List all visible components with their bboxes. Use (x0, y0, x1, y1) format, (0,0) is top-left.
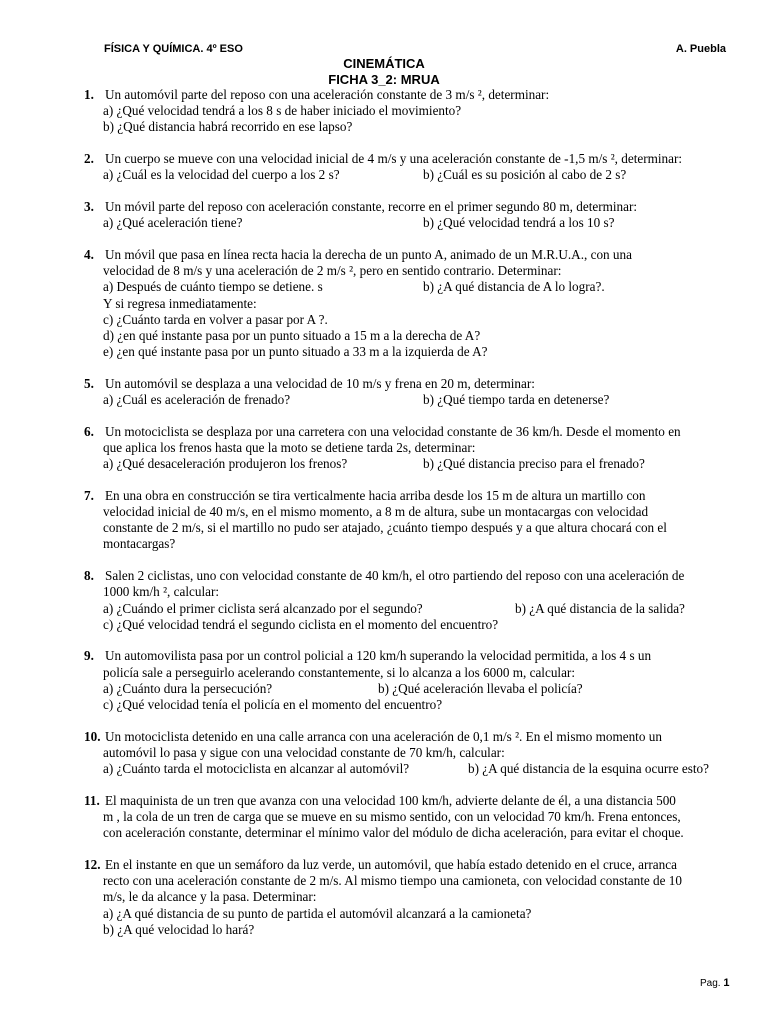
exercise-3 (84, 199, 734, 231)
question-a: a) ¿Cuánto dura la persecución? (103, 680, 273, 696)
exercise-6 (84, 424, 734, 473)
exercise-statement-cont: automóvil lo pasa y sigue con una velocidad constante de 70 km/h, calcular: (103, 745, 505, 760)
question-a: a) ¿A qué distancia de su punto de partida el automóvil alcanzará a la camioneta? (103, 905, 532, 921)
exercise-statement: Un automóvil se desplaza a una velocidad de 10 m/s y frena en 20 m, determinar: (105, 375, 535, 391)
question-b: b) ¿A qué distancia de A lo logra?. (423, 279, 605, 295)
exercise-statement-cont: m/s, le da alcance y la pasa. Determinar: (103, 889, 317, 905)
statement-extra: Y si regresa inmediatamente: (103, 295, 257, 311)
exercise-number: 2. (84, 151, 94, 167)
exercise-statement-cont: montacargas? (103, 536, 176, 552)
exercise-statement: Salen 2 ciclistas, uno con velocidad constante de 40 km/h, el otro partiendo del reposo con una aceleración de (105, 568, 685, 584)
question-c: c) ¿Qué velocidad tendrá el segundo ciclista en el momento del encuentro? (103, 616, 499, 632)
question-a: a) ¿Cuánto tarda el motociclista en alcanzar al automóvil? (103, 761, 410, 777)
question-b: b) ¿Qué distancia preciso para el frenado? (423, 456, 645, 472)
exercise-number: 1. (84, 87, 94, 102)
exercise-4 (84, 247, 734, 360)
exercise-number: 12. (84, 857, 101, 873)
exercise-statement-cont: policía sale a perseguirlo acelerando constantemente, si lo alcanza a los 6000 m, calcular: (103, 664, 575, 680)
exercise-11 (84, 793, 734, 842)
exercise-9 (84, 648, 734, 713)
exercise-statement: Un automóvil parte del reposo con una aceleración constante de 3 m/s ², determinar: (105, 87, 550, 102)
exercise-statement: En una obra en construcción se tira verticalmente hacia arriba desde los 15 m de altura un martillo con (105, 487, 646, 503)
exercise-number: 5. (84, 375, 94, 391)
exercise-number: 7. (84, 487, 94, 503)
question-e: e) ¿en qué instante pasa por un punto situado a 33 m a la izquierda de A? (103, 344, 488, 360)
subject-label: FÍSICA Y QUÍMICA. 4º ESO (104, 43, 243, 55)
question-a: a) ¿Qué aceleración tiene? (103, 215, 243, 231)
exercise-statement-cont: m , la cola de un tren de carga que se mueve en su mismo sentido, con un velocidad 70 km/h. Frena entonces, (103, 809, 681, 825)
exercise-statement: Un automovilista pasa por un control policial a 120 km/h superando la velocidad permitida, a los 4 s un (105, 648, 652, 664)
exercise-2 (84, 151, 734, 183)
exercise-statement: Un motociclista se desplaza por una carretera con una velocidad constante de 36 km/h. Desde el momento en (105, 423, 681, 439)
question-a: a) ¿Cuál es aceleración de frenado? (103, 392, 291, 408)
page-number: 1 (723, 977, 730, 989)
exercise-statement: Un cuerpo se mueve con una velocidad inicial de 4 m/s y una aceleración constante de -1,5 m/s ², determinar: (105, 151, 683, 167)
exercise-statement-cont: constante de 2 m/s, si el martillo no pudo ser atajado, ¿cuánto tiempo después y a que altura chocará con el (103, 520, 667, 536)
exercise-10 (84, 729, 734, 778)
exercise-statement-cont: que aplica los frenos hasta que la moto se detiene tarda 2s, determinar: (103, 439, 476, 455)
exercise-5 (84, 376, 734, 408)
question-a: a) ¿Cuándo el primer ciclista será alcanzado por el segundo? (103, 600, 423, 616)
question-b: b) ¿Qué distancia habrá recorrido en ese lapso? (103, 119, 353, 135)
question-a: a) Después de cuánto tiempo se detiene. s (103, 279, 323, 295)
question-b: b) ¿Qué tiempo tarda en detenerse? (423, 392, 610, 408)
exercise-number: 10. (84, 728, 101, 744)
exercise-number: 4. (84, 246, 94, 262)
exercise-list (84, 87, 734, 954)
question-b: b) ¿A qué velocidad lo hará? (103, 921, 255, 937)
exercise-number: 11. (84, 792, 100, 808)
exercise-statement-cont: velocidad inicial de 40 m/s, en el mismo momento, a 8 m de altura, sube un montacargas con velocidad (103, 504, 649, 520)
question-a: a) ¿Cuál es la velocidad del cuerpo a los 2 s? (103, 167, 340, 183)
exercise-statement: Un móvil parte del reposo con aceleración constante, recorre en el primer segundo 80 m, determinar: (105, 199, 638, 215)
exercise-number: 3. (84, 199, 94, 215)
exercise-8 (84, 568, 734, 633)
exercise-7 (84, 488, 734, 553)
exercise-statement-cont: recto con una aceleración constante de 2 m/s. Al mismo tiempo una camioneta, con velocidad constante de 10 (103, 873, 682, 889)
document-subtitle: FICHA 3_2: MRUA (328, 72, 440, 87)
exercise-statement: En el instante en que un semáforo da luz verde, un automóvil, que había estado detenido en el cruce, arranca (105, 857, 677, 873)
author-label: A. Puebla (675, 43, 726, 55)
exercise-statement-cont: con aceleración constante, determinar el mínimo valor del módulo de dicha aceleración, para evitar el choque. (103, 825, 684, 841)
question-b: b) ¿A qué distancia de la esquina ocurre esto? (468, 761, 709, 777)
exercise-statement: Un móvil que pasa en línea recta hacia la derecha de un punto A, animado de un M.R.U.A., con una (105, 246, 632, 262)
question-c: c) ¿Cuánto tarda en volver a pasar por A ?. (103, 311, 328, 327)
exercise-12 (84, 857, 734, 938)
page-footer (700, 977, 729, 989)
question-b: b) ¿Qué aceleración llevaba el policía? (378, 680, 583, 696)
question-a: a) ¿Qué desaceleración produjeron los frenos? (103, 456, 348, 472)
exercise-statement: Un motociclista detenido en una calle arranca con una aceleración de 0,1 m/s ². En el mismo momento un (105, 728, 662, 744)
exercise-1 (84, 87, 734, 136)
question-a: a) ¿Qué velocidad tendrá a los 8 s de haber iniciado el movimiento? (103, 103, 462, 119)
exercise-statement-cont: velocidad de 8 m/s y una aceleración de 2 m/s ², pero en sentido contrario. Determinar: (103, 263, 562, 279)
question-d: d) ¿en qué instante pasa por un punto situado a 15 m a la derecha de A? (103, 327, 481, 343)
exercise-number: 6. (84, 423, 94, 439)
exercise-number: 9. (84, 648, 94, 664)
exercise-number: 8. (84, 568, 94, 584)
page-label: Pag. (700, 978, 721, 989)
question-b: b) ¿Cuál es su posición al cabo de 2 s? (423, 167, 627, 183)
exercise-statement-cont: 1000 km/h ², calcular: (103, 584, 220, 600)
question-c: c) ¿Qué velocidad tenía el policía en el momento del encuentro? (103, 697, 443, 713)
question-b: b) ¿A qué distancia de la salida? (515, 600, 685, 616)
question-b: b) ¿Qué velocidad tendrá a los 10 s? (423, 215, 615, 231)
document-title: CINEMÁTICA (343, 56, 425, 71)
exercise-statement: El maquinista de un tren que avanza con una velocidad 100 km/h, advierte delante de él, a una distancia 500 (105, 792, 676, 808)
